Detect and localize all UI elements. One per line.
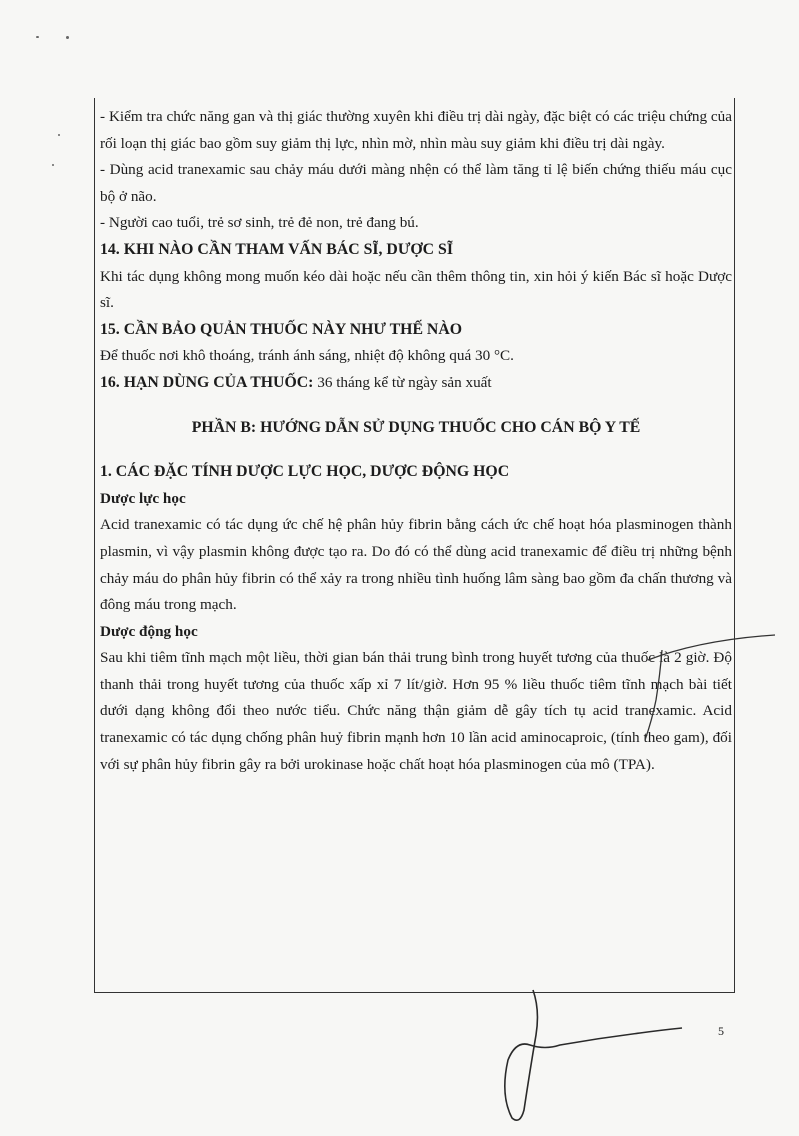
pharmacodynamics-label: Dược lực học (100, 489, 186, 507)
pharmacokinetics-text: Sau khi tiêm tĩnh mạch một liều, thời gian bán thải trung bình trong huyết tương của thuốc là 2 giờ. Độ thanh thải trong huyết tương của thuốc xấp xỉ 7 lít/giờ. Hơn 95 % liều thuốc tiêm tĩnh mạch bài tiết dưới dạng không đổi theo nước tiểu. Chức năng thận giảm dễ gây tích tụ acid tranexamic. Acid tranexamic có tác dụng chống phân huỷ fibrin mạnh hơn 10 lần acid aminocaproic, (tính theo gam), đối với sự phân hủy fibrin gây ra bởi urokinase hoặc chất hoạt hóa plasminogen của mô (TPA). (100, 649, 732, 773)
pharmacodynamics-text: Acid tranexamic có tác dụng ức chế hệ phân hủy fibrin bằng cách ức chế hoạt hóa plasminogen thành plasmin, vì vậy plasmin không được tạo ra. Do đó có thể dùng acid tranexamic để điều trị những bệnh chảy máu do phân hủy fibrin có thể xảy ra trong nhiều tình huống lâm sàng bao gồm đa chấn thương và đông máu trong mạch. (100, 516, 732, 614)
initials-mark (645, 635, 775, 740)
bullet-subarachnoid-hemorrhage: - Dùng acid tranexamic sau chảy máu dưới màng nhện có thể làm tăng tỉ lệ biến chứng thiếu máu cục bộ ở não. (100, 161, 732, 205)
section-15-text: Để thuốc nơi khô thoáng, tránh ánh sáng, nhiệt độ không quá 30 °C. (100, 347, 514, 365)
bullet-special-populations: - Người cao tuổi, trẻ sơ sinh, trẻ đẻ non, trẻ đang bú. (100, 214, 419, 232)
section-16-text: 36 tháng kể từ ngày sản xuất (313, 373, 492, 391)
section-16-heading: 16. HẠN DÙNG CỦA THUỐC: (100, 373, 314, 391)
pharmacokinetics-label: Dược động học (100, 622, 198, 640)
page-number: 5 (718, 1024, 724, 1038)
signature-mark (505, 990, 682, 1120)
bullet-liver-vision-check: - Kiểm tra chức năng gan và thị giác thường xuyên khi điều trị dài ngày, đặc biệt có các triệu chứng của rối loạn thị giác bao gồm suy giảm thị lực, nhìn mờ, nhìn màu suy giảm khi điều trị dài ngày. (100, 108, 732, 152)
section-14-heading: 14. KHI NÀO CẦN THAM VẤN BÁC SĨ, DƯỢC SĨ (100, 240, 453, 258)
part-b-title: PHẦN B: HƯỚNG DẪN SỬ DỤNG THUỐC CHO CÁN BỘ Y TẾ (191, 418, 641, 436)
section-15-heading: 15. CẦN BẢO QUẢN THUỐC NÀY NHƯ THẾ NÀO (100, 320, 463, 338)
section-1-heading: 1. CÁC ĐẶC TÍNH DƯỢC LỰC HỌC, DƯỢC ĐỘNG HỌC (100, 463, 510, 481)
section-14-text: Khi tác dụng không mong muốn kéo dài hoặc nếu cần thêm thông tin, xin hỏi ý kiến Bác sĩ hoặc Dược sĩ. (100, 267, 732, 312)
